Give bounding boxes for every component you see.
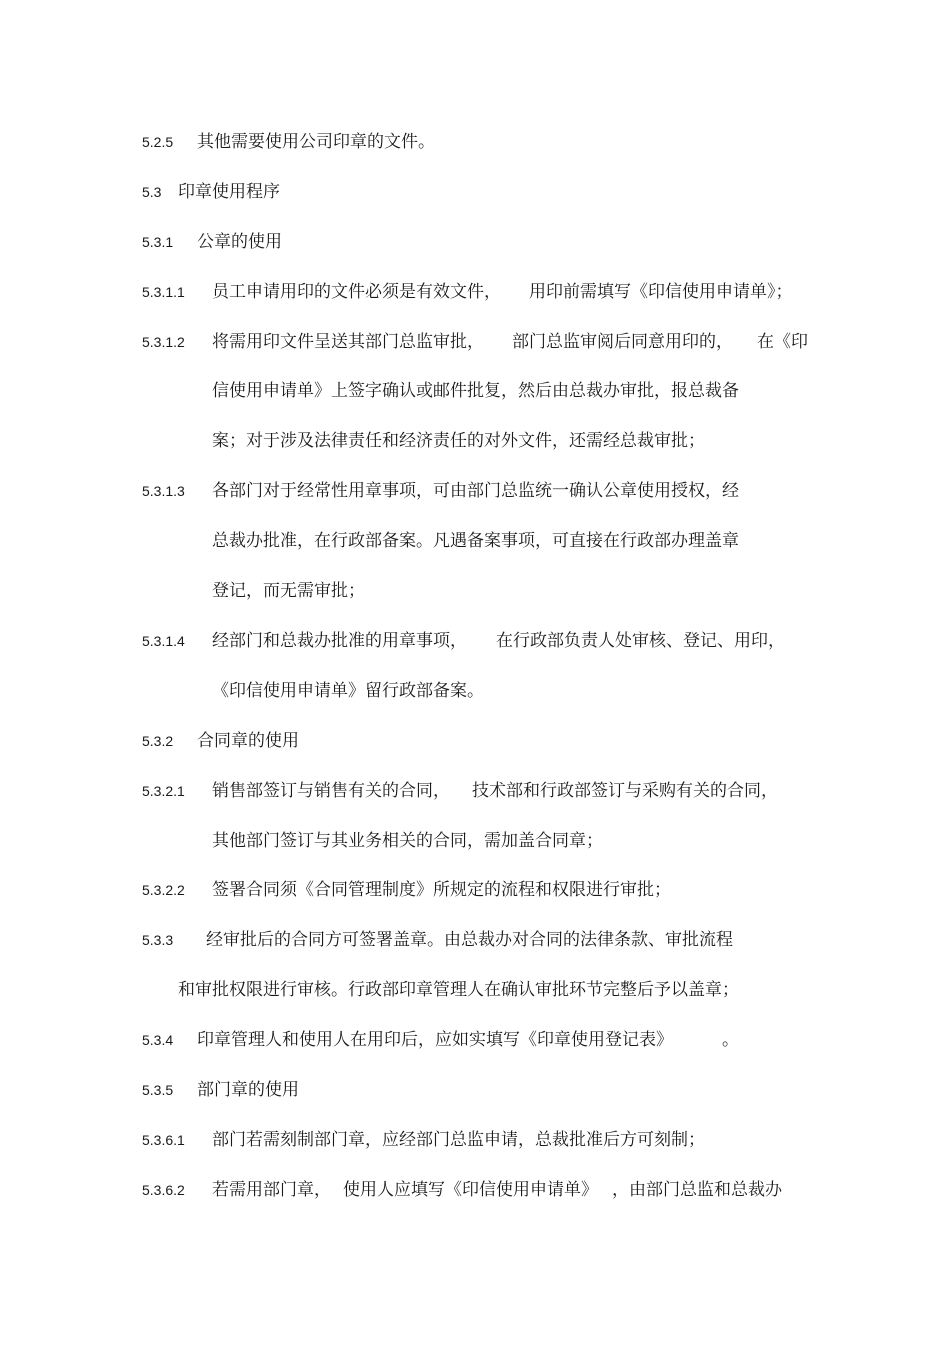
section-number: 5.3.4 — [142, 1032, 174, 1048]
paragraph-text: 。 — [722, 1030, 739, 1050]
paragraph-text: 登记，而无需审批； — [212, 581, 365, 601]
section-number: 5.2.5 — [142, 134, 174, 150]
section-number: 5.3.2.1 — [142, 783, 185, 799]
paragraph-text: 其他部门签订与其业务相关的合同，需加盖合同章； — [212, 831, 603, 851]
section-heading: 合同章的使用 — [197, 731, 299, 751]
section-heading: 印章使用程序 — [178, 182, 280, 202]
section-number: 5.3.6.1 — [142, 1132, 185, 1148]
paragraph-text: 其他需要使用公司印章的文件。 — [197, 132, 435, 152]
section-number: 5.3.1.4 — [142, 633, 185, 649]
paragraph-text: 员工申请用印的文件必须是有效文件， — [212, 282, 501, 302]
section-number: 5.3.5 — [142, 1082, 174, 1098]
section-number: 5.3.1 — [142, 234, 174, 250]
section-heading: 部门章的使用 — [197, 1080, 299, 1100]
paragraph-text: 在行政部负责人处审核、登记、用印， — [496, 631, 785, 651]
paragraph-text: 各部门对于经常性用章事项，可由部门总监统一确认公章使用授权，经 — [212, 481, 739, 501]
paragraph-text: 销售部签订与销售有关的合同， — [212, 781, 450, 801]
paragraph-text: 总裁办批准，在行政部备案。凡遇备案事项，可直接在行政部办理盖章 — [212, 531, 739, 551]
section-number: 5.3.1.2 — [142, 334, 185, 350]
section-number: 5.3.6.2 — [142, 1182, 185, 1198]
section-number: 5.3.1.1 — [142, 284, 185, 300]
section-number: 5.3.2 — [142, 733, 174, 749]
paragraph-text: 将需用印文件呈送其部门总监审批， — [212, 332, 484, 352]
paragraph-text: 信使用申请单》上签字确认或邮件批复，然后由总裁办审批，报总裁备 — [212, 381, 739, 401]
paragraph-text: 部门若需刻制部门章，应经部门总监申请，总裁批准后方可刻制； — [212, 1130, 705, 1150]
paragraph-text: 使用人应填写《印信使用申请单》 — [343, 1180, 598, 1200]
paragraph-text: 用印前需填写《印信使用申请单》； — [529, 282, 793, 302]
paragraph-text: 签署合同须《合同管理制度》所规定的流程和权限进行审批； — [212, 880, 671, 900]
paragraph-text: 技术部和行政部签订与采购有关的合同， — [472, 781, 778, 801]
paragraph-text: 在《印 — [757, 332, 808, 352]
section-number: 5.3.1.3 — [142, 483, 185, 499]
section-heading: 公章的使用 — [197, 232, 282, 252]
paragraph-text: 《印信使用申请单》留行政部备案。 — [212, 681, 484, 701]
section-number: 5.3.2.2 — [142, 882, 185, 898]
paragraph-text: 案；对于涉及法律责任和经济责任的对外文件，还需经总裁审批； — [212, 431, 705, 451]
section-number: 5.3.3 — [142, 932, 174, 948]
paragraph-text: 若需用部门章， — [212, 1180, 331, 1200]
paragraph-text: 经审批后的合同方可签署盖章。由总裁办对合同的法律条款、审批流程 — [206, 930, 733, 950]
paragraph-text: ，由部门总监和总裁办 — [612, 1180, 782, 1200]
paragraph-text: 经部门和总裁办批准的用章事项， — [212, 631, 467, 651]
section-number: 5.3 — [142, 184, 162, 200]
paragraph-text: 部门总监审阅后同意用印的， — [512, 332, 733, 352]
paragraph-text: 和审批权限进行审核。行政部印章管理人在确认审批环节完整后予以盖章； — [178, 980, 739, 1000]
paragraph-text: 印章管理人和使用人在用印后，应如实填写《印章使用登记表》 — [197, 1030, 673, 1050]
